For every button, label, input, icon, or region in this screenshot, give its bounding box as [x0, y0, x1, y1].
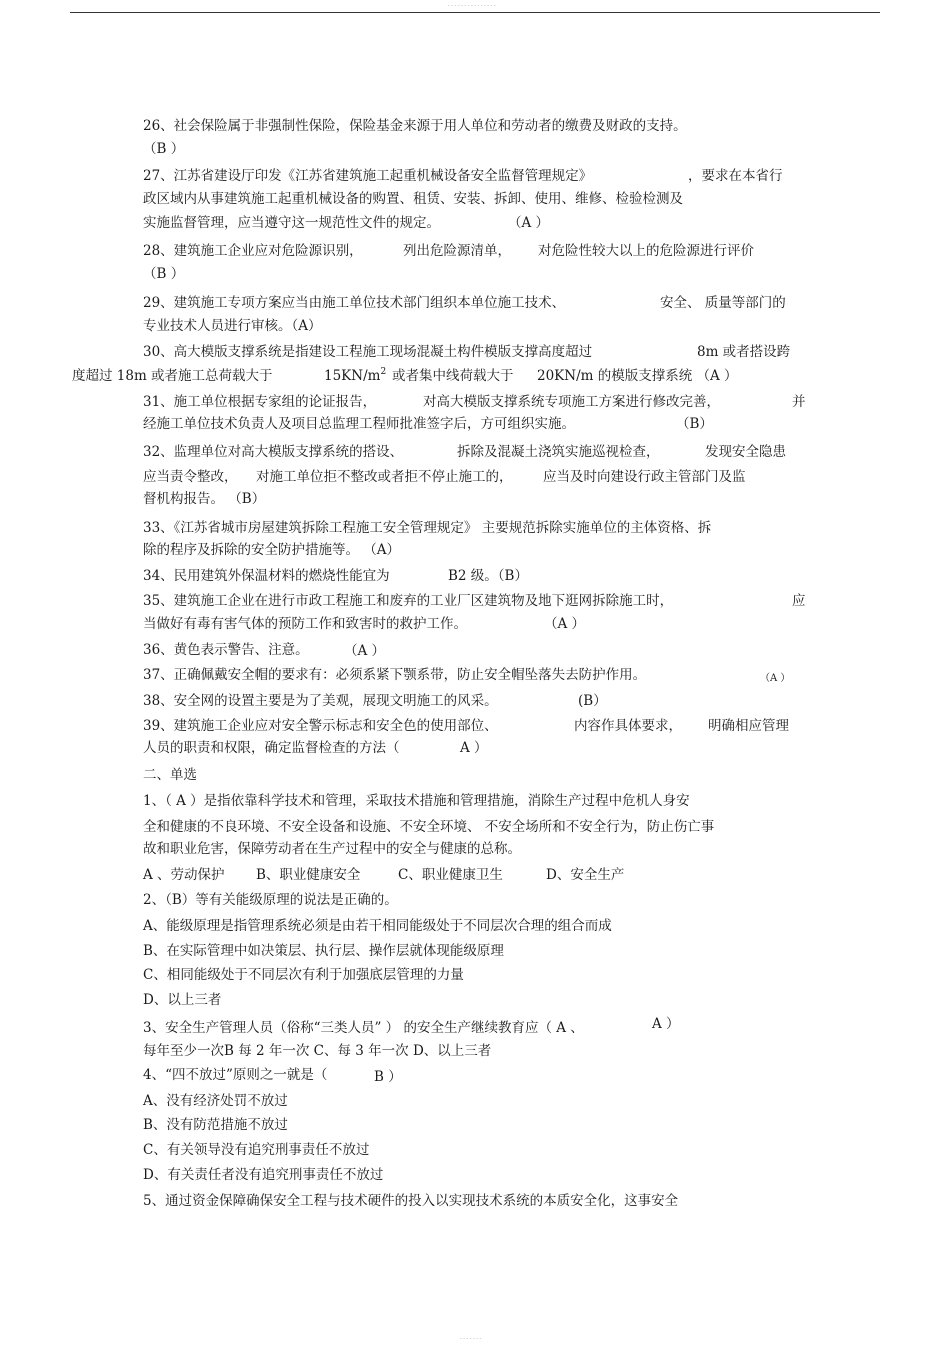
q39-answer: A ）: [460, 740, 488, 756]
q34-line1: 34、民用建筑外保温材料的燃烧性能宜为: [143, 568, 390, 584]
q28-line1-b: 列出危险源清单，: [403, 243, 511, 259]
q38-line1: 38、安全网的设置主要是为了美观，展现文明施工的风采。: [143, 693, 498, 709]
q28-line1-c: 对危险性较大以上的危险源进行评价: [538, 243, 754, 259]
section-heading-single-choice: 二、单选: [143, 767, 197, 783]
q30-superscript: 2: [380, 367, 387, 377]
s1-option-c: C、职业健康卫生: [398, 867, 503, 883]
q27-line3: 实施监督管理，应当遵守这一规范性文件的规定。: [143, 215, 440, 231]
s1-option-d: D、安全生产: [546, 867, 625, 883]
s2-option-a: A、能级原理是指管理系统必须是由若干相同能级处于不同层次合理的组合而成: [143, 918, 612, 934]
q27-line2: 政区域内从事建筑施工起重机械设备的购置、租赁、安装、拆卸、使用、维修、检验检测及: [143, 191, 683, 207]
q32-line3: 督机构报告。 （B）: [143, 491, 266, 507]
q31-line1-b: 对高大模版支撑系统专项施工方案进行修改完善，: [423, 394, 720, 410]
header-rule: [70, 12, 880, 13]
q28-line1: 28、建筑施工企业应对危险源识别，: [143, 243, 363, 259]
s2-option-d: D、以上三者: [143, 992, 222, 1008]
q32-line2-b: 对施工单位拒不整改或者拒不停止施工的，: [256, 469, 513, 485]
q35-line1-end: 应: [792, 593, 806, 609]
q35-answer: （A ）: [544, 616, 586, 632]
q27-answer: （A ）: [508, 215, 550, 231]
q33-line2: 除的程序及拆除的安全防护措施等。 （A）: [143, 542, 401, 558]
s3-line1: 3、安全生产管理人员（俗称“三类人员” ） 的安全生产继续教育应（ A 、: [143, 1020, 584, 1036]
q31-answer: （B）: [676, 416, 713, 432]
s2-option-b: B、在实际管理中如决策层、执行层、操作层就体现能级原理: [143, 943, 504, 959]
q31-line1-end: 并: [792, 394, 806, 410]
s4-option-d: D、有关责任者没有追究刑事责任不放过: [143, 1167, 384, 1183]
s4-answer: B ）: [374, 1069, 402, 1085]
q30-load-value: 15KN/m: [324, 368, 381, 384]
q36-answer: （A ）: [344, 643, 386, 659]
q35-line2: 当做好有毒有害气体的预防工作和致害时的救护工作。: [143, 616, 467, 632]
s1-option-b: B、职业健康安全: [256, 867, 361, 883]
q27-line1: 27、江苏省建设厅印发《江苏省建筑施工起重机械设备安全监督管理规定》: [143, 168, 593, 184]
s4-option-a: A、没有经济处罚不放过: [143, 1093, 288, 1109]
q39-line1-b: 内容作具体要求，: [574, 718, 682, 734]
q37-line1: 37、正确佩戴安全帽的要求有：必须系紧下颚系带，防止安全帽坠落失去防护作用。: [143, 667, 647, 683]
q32-line1: 32、监理单位对高大模版支撑系统的搭设、: [143, 444, 404, 460]
q26-answer: （B ）: [143, 141, 185, 157]
q33-line1: 33、《江苏省城市房屋建筑拆除工程施工安全管理规定》 主要规范拆除实施单位的主体资格、拆: [143, 520, 712, 536]
s4-option-c: C、有关领导没有追究刑事责任不放过: [143, 1142, 370, 1158]
s1-line2: 全和健康的不良环境、不安全设备和设施、不安全环境、 不安全场所和不安全行为，防止伤亡事: [143, 819, 715, 835]
s4-option-b: B、没有防范措施不放过: [143, 1117, 288, 1133]
q32-line2: 应当责令整改，: [143, 469, 238, 485]
q30-line1-end: 8m 或者搭设跨: [697, 344, 791, 360]
s4-line1: 4、“四不放过”原则之一就是（: [143, 1067, 328, 1083]
s2-line1: 2、（B）等有关能级原理的说法是正确的。: [143, 892, 398, 908]
q31-line2: 经施工单位技术负责人及项目总监理工程师批准签字后，方可组织实施。: [143, 416, 575, 432]
s5-line1: 5、通过资金保障确保安全工程与技术硬件的投入以实现技术系统的本质安全化，这事安全: [143, 1193, 679, 1209]
q32-line2-c: 应当及时向建设行政主管部门及监: [543, 469, 746, 485]
q30-line1: 30、高大模版支撑系统是指建设工程施工现场混凝土构件模版支撑高度超过: [143, 344, 593, 360]
footer-mark: - - - - - - -: [460, 1336, 482, 1342]
s3-options: 每年至少一次B 每 2 年一次 C、每 3 年一次 D、以上三者: [143, 1043, 492, 1059]
s1-option-a: A 、劳动保护: [143, 867, 225, 883]
q29-line1: 29、建筑施工专项方案应当由施工单位技术部门组织本单位施工技术、: [143, 295, 566, 311]
q39-line1: 39、建筑施工企业应对安全警示标志和安全色的使用部位、: [143, 718, 498, 734]
q35-line1: 35、建筑施工企业在进行市政工程施工和废弃的工业厂区建筑物及地下逛网拆除施工时，: [143, 593, 674, 609]
q38-answer: (B）: [578, 693, 607, 709]
q32-line1-c: 发现安全隐患: [705, 444, 786, 460]
q36-line1: 36、黄色表示警告、注意。: [143, 642, 309, 658]
q29-line2: 专业技术人员进行审核。（A）: [143, 318, 322, 334]
s2-option-c: C、相同能级处于不同层次有利于加强底层管理的力量: [143, 967, 464, 983]
q31-line1: 31、施工单位根据专家组的论证报告，: [143, 394, 377, 410]
s1-line3: 故和职业危害，保障劳动者在生产过程中的安全与健康的总称。: [143, 841, 521, 857]
q26-line1: 26、社会保险属于非强制性保险，保险基金来源于用人单位和劳动者的缴费及财政的支持。: [143, 118, 687, 134]
header-mark: - - - - - - - - - - - - - - -: [448, 3, 496, 9]
q30-line2-d: 20KN/m 的模版支撑系统 （A ）: [537, 368, 738, 384]
s3-answer: A ）: [652, 1016, 680, 1032]
q32-line1-b: 拆除及混凝土浇筑实施巡视检查，: [457, 444, 660, 460]
q37-answer: （A ）: [760, 673, 791, 684]
q30-line2-a: 度超过 18m 或者施工总荷载大于: [72, 368, 273, 384]
q30-line2-b: [324, 367, 386, 387]
q39-line1-c: 明确相应管理: [708, 718, 789, 734]
q30-line2-c: 或者集中线荷载大于: [392, 368, 514, 384]
q34-line1-end: B2 级。（B）: [448, 568, 528, 584]
s1-line1: 1、（ A ）是指依靠科学技术和管理，采取技术措施和管理措施，消除生产过程中危机人身安: [143, 793, 690, 809]
q39-line2: 人员的职责和权限，确定监督检查的方法（: [143, 740, 400, 756]
q28-answer: （B ）: [143, 266, 185, 282]
q27-line1-end: ，要求在本省行: [688, 168, 783, 184]
q29-line1-end: 安全、 质量等部门的: [660, 295, 786, 311]
